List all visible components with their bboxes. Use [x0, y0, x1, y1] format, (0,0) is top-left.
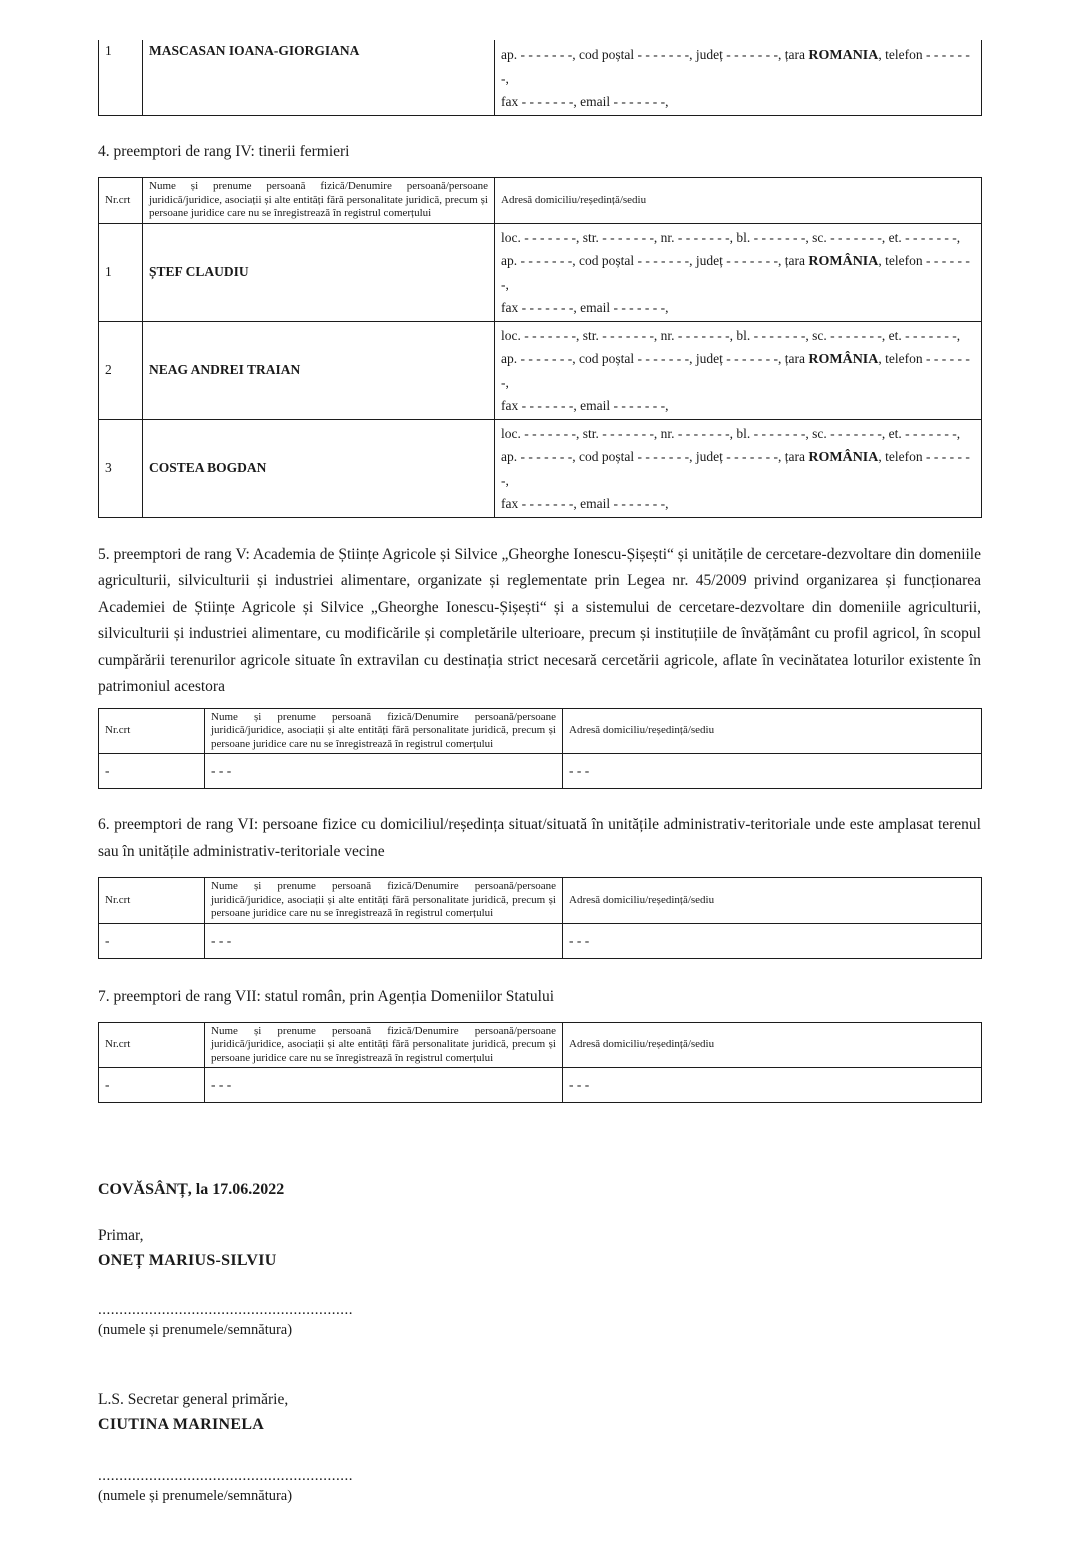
address-line2: ap. - - - - - - -, cod poștal - - - - - - -, județ - - - - - - -, țara — [501, 252, 809, 268]
person-name: COSTEA BOGDAN — [143, 419, 495, 517]
signature-hint: (numele și prenumele/semnătura) — [98, 1322, 293, 1338]
address-line1: loc. - - - - - - -, str. - - - - - - -, nr. - - - - - - -, bl. - - - - - - -, sc. - - - - - - -, et. - - - - - - -, — [501, 229, 961, 245]
signature-hint: (numele și prenumele/semnătura) — [98, 1488, 293, 1504]
section7-heading: 7. preemptori de rang VII: statul român, prin Agenția Domeniilor Statului — [98, 987, 555, 1005]
person-address — [495, 40, 982, 116]
table-row-empty — [99, 754, 982, 789]
section6-heading: 6. preemptori de rang VI: persoane fizice cu domiciliul/reședința situat/situată în unitățile administrativ-teritoriale unde este amplasat terenul sau în unitățile administrativ-teritoriale vecine — [98, 816, 981, 860]
address-line2-end: , telefon - - - - - - -, — [501, 47, 970, 86]
section5-paragraph: 5. preemptori de rang V: Academia de Științe Agricole și Silvice „Gheorghe Ionescu-Șișești“ și unitățile de cercetare-dezvoltare din domeniile agriculturii, silviculturii și industriei alimentare, organizate și reglementate prin Legea nr. 45/2009 privind organizarea și funcționarea Academiei de Științe Agricole și Silvice „Gheorghe Ionescu-Șișești“ și a sistemului de cercetare-dezvoltare din domeniile agriculturii, silviculturii și industriei alimentare, cu modificările și completările ulterioare, precum și instituțiile de învățământ cu profil agricol, în scopul cumpărării terenurilor agricole situate în extravilan cu destinația strict necesară cercetării agricole, aflate în vecinătatea loturilor existente în patrimoniul acestora — [98, 545, 981, 695]
signature-dotted-line: ............................................................ — [98, 1468, 353, 1484]
preemptors-table-rang6 — [98, 877, 982, 959]
header-name: Nume și prenume persoană fizică/Denumire persoană/persoane juridică/juridice, asociații și alte entități fără personalitate juridică, precum și persoane juridice care nu se înregistrează în registrul comerțului — [205, 708, 563, 754]
row-number: - — [99, 754, 205, 789]
address-line2-end: , telefon - - - - - - -, — [501, 448, 970, 488]
header-address: Adresă domiciliu/reședință/sediu — [563, 708, 982, 754]
table-row — [99, 223, 982, 321]
preemptors-table-rang5 — [98, 708, 982, 790]
person-address — [495, 321, 982, 419]
address-line2: ap. - - - - - - -, cod poștal - - - - - - -, județ - - - - - - -, țara — [501, 47, 809, 62]
preemptors-table-rang7 — [98, 1022, 982, 1104]
signature-dotted-line: ............................................................ — [98, 1302, 353, 1318]
address-line2: ap. - - - - - - -, cod poștal - - - - - - -, județ - - - - - - -, țara — [501, 350, 809, 366]
row-number: 2 — [99, 321, 143, 419]
person-name: ȘTEF CLAUDIU — [143, 223, 495, 321]
header-name: Nume și prenume persoană fizică/Denumire persoană/persoane juridică/juridice, asociații și alte entități fără personalitate juridică, precum și persoane juridice care nu se înregistrează în registrul comerțului — [205, 1022, 563, 1068]
row-number: - — [99, 923, 205, 958]
preemptors-table-rang4 — [98, 177, 982, 518]
header-nr: Nr.crt — [99, 1022, 205, 1068]
table-header-row — [99, 1022, 982, 1068]
address-line3: fax - - - - - - -, email - - - - - - -, — [501, 397, 669, 413]
person-name: NEAG ANDREI TRAIAN — [143, 321, 495, 419]
table-row-empty — [99, 923, 982, 958]
header-nr: Nr.crt — [99, 708, 205, 754]
person-address: - - - — [563, 754, 982, 789]
table-row-empty — [99, 1068, 982, 1103]
primar-name: ONEȚ MARIUS-SILVIU — [98, 1252, 277, 1269]
secretar-name: CIUTINA MARINELA — [98, 1416, 265, 1433]
row-number: 1 — [99, 40, 143, 116]
person-name: MASCASAN IOANA-GIORGIANA — [143, 40, 495, 116]
table-header-row — [99, 178, 982, 224]
address-line3: fax - - - - - - -, email - - - - - - -, — [501, 495, 669, 511]
person-name: - - - — [205, 923, 563, 958]
country-name: ROMÂNIA — [808, 449, 879, 465]
row-number: 1 — [99, 223, 143, 321]
address-line2-end: , telefon - - - - - - -, — [501, 252, 970, 292]
header-address: Adresă domiciliu/reședință/sediu — [563, 1022, 982, 1068]
secretar-role-label: L.S. Secretar general primărie, — [98, 1391, 289, 1408]
address-line3: fax - - - - - - -, email - - - - - - -, — [501, 299, 669, 315]
header-nr: Nr.crt — [99, 878, 205, 924]
header-address: Adresă domiciliu/reședință/sediu — [495, 178, 982, 224]
place-and-date: COVĂSÂNȚ, la 17.06.2022 — [98, 1181, 285, 1198]
country-name: ROMANIA — [808, 48, 879, 63]
header-name: Nume și prenume persoană fizică/Denumire persoană/persoane juridică/juridice, asociații și alte entități fără personalitate juridică, precum și persoane juridice care nu se înregistrează în registrul comerțului — [143, 178, 495, 224]
row-number: - — [99, 1068, 205, 1103]
address-line1: loc. - - - - - - -, str. - - - - - - -, nr. - - - - - - -, bl. - - - - - - -, sc. - - - - - - -, et. - - - - - - -, — [501, 327, 961, 343]
section4-heading: 4. preemptori de rang IV: tinerii fermieri — [98, 143, 350, 160]
address-line2-end: , telefon - - - - - - -, — [501, 350, 970, 390]
address-line3: fax - - - - - - -, email - - - - - - -, — [501, 94, 669, 109]
table-row — [99, 419, 982, 517]
table-row — [99, 321, 982, 419]
header-address: Adresă domiciliu/reședință/sediu — [563, 878, 982, 924]
table-header-row — [99, 878, 982, 924]
address-line2: ap. - - - - - - -, cod poștal - - - - - - -, județ - - - - - - -, țara — [501, 448, 809, 464]
person-name: - - - — [205, 1068, 563, 1103]
person-name: - - - — [205, 754, 563, 789]
country-name: ROMÂNIA — [808, 253, 879, 269]
header-name: Nume și prenume persoană fizică/Denumire persoană/persoane juridică/juridice, asociații și alte entități fără personalitate juridică, precum și persoane juridice care nu se înregistrează în registrul comerțului — [205, 878, 563, 924]
preemptors-table-rang3-fragment — [98, 40, 982, 116]
person-address: - - - — [563, 1068, 982, 1103]
person-address — [495, 223, 982, 321]
person-address: - - - — [563, 923, 982, 958]
country-name: ROMÂNIA — [808, 351, 879, 367]
address-line1: loc. - - - - - - -, str. - - - - - - -, nr. - - - - - - -, bl. - - - - - - -, sc. - - - - - - -, et. - - - - - - -, — [501, 425, 961, 441]
primar-role-label: Primar, — [98, 1227, 144, 1244]
row-number: 3 — [99, 419, 143, 517]
person-address — [495, 419, 982, 517]
table-row — [99, 40, 982, 116]
header-nr: Nr.crt — [99, 178, 143, 224]
table-header-row — [99, 708, 982, 754]
